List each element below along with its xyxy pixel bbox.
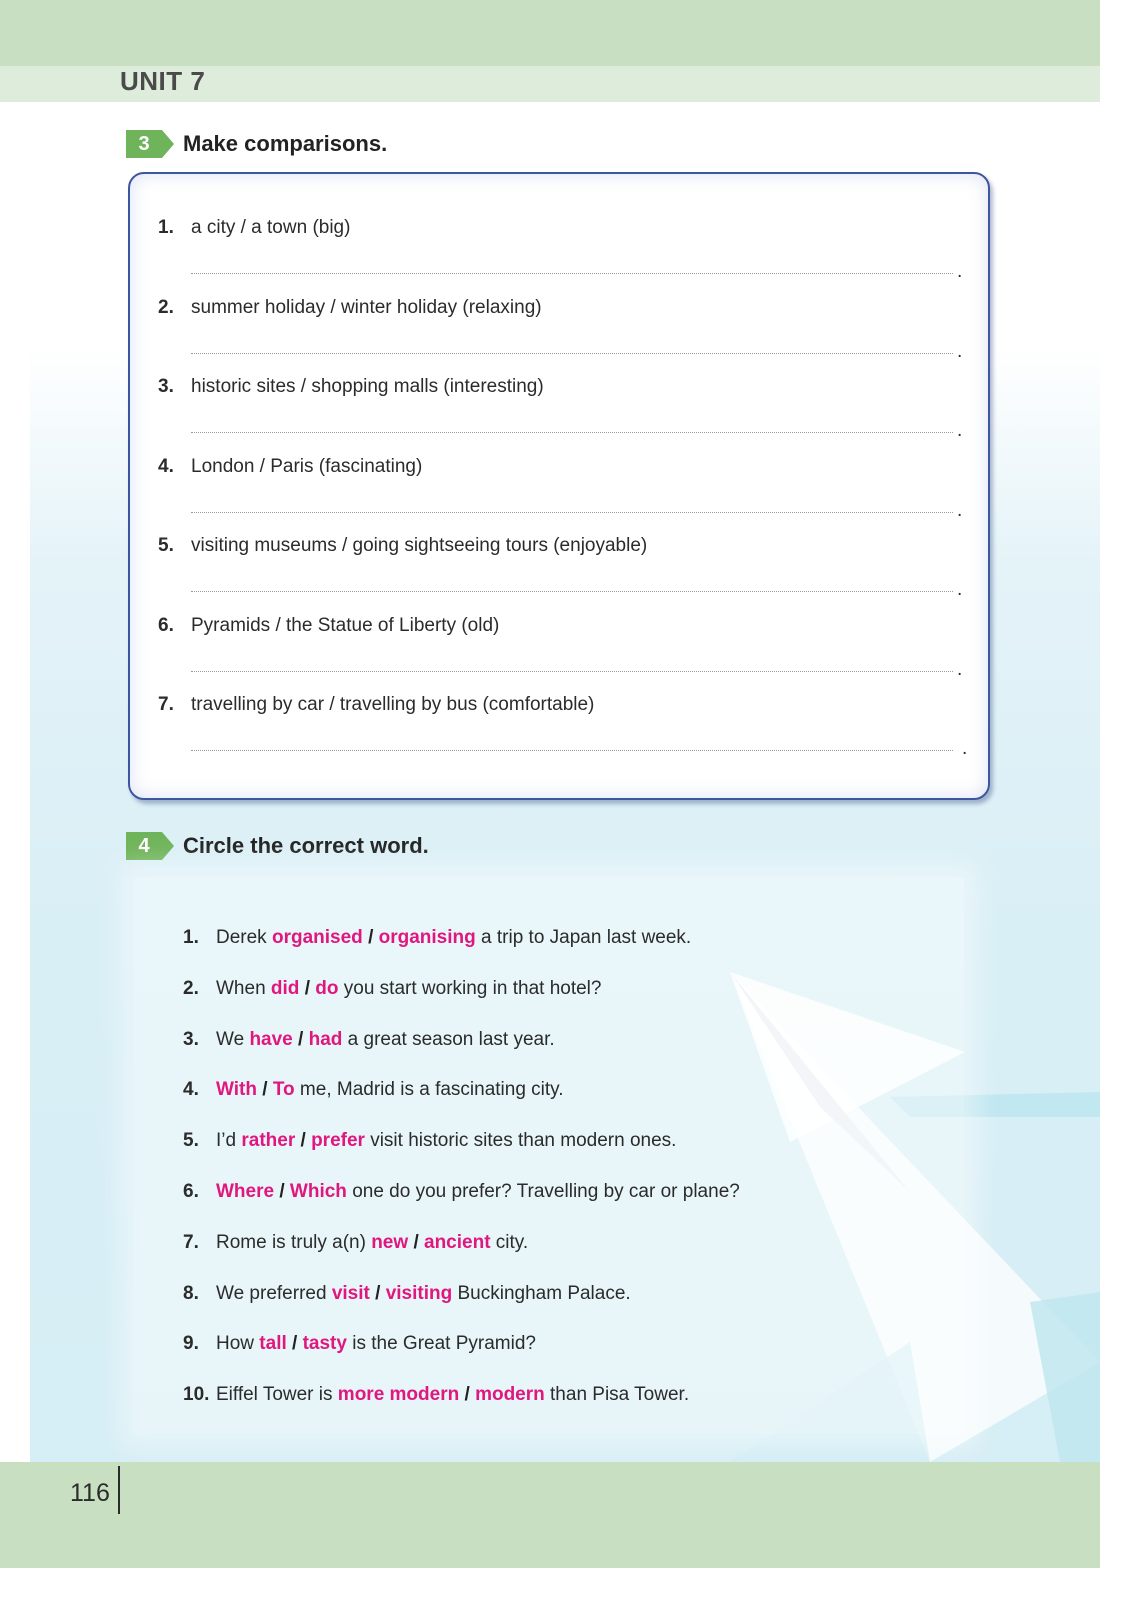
page-number-rule [118,1466,120,1514]
item-number: 10. [183,1384,210,1406]
sentence-start: We preferred [216,1282,332,1304]
option-1[interactable]: new [371,1231,409,1253]
option-2[interactable]: visiting [385,1282,453,1304]
sentence-end: city. [490,1231,529,1253]
exercise-number-badge: 3 [126,130,162,158]
item-number: 9. [183,1333,199,1355]
exercise-4-item [183,1381,689,1409]
exercise-3-item [158,692,594,718]
option-separator: / [279,1181,285,1202]
answer-line[interactable] [191,353,953,354]
item-number: 1. [158,217,174,238]
option-2[interactable]: tasty [302,1333,347,1355]
option-separator: / [368,927,374,948]
sentence-start: When [216,977,271,999]
exercise-4-item [183,1127,676,1155]
option-2[interactable]: ancient [424,1231,491,1253]
item-number: 4. [183,1079,199,1101]
exercise-4-item [183,1330,536,1358]
item-number: 3. [158,376,174,397]
sentence-start: I’d [216,1130,242,1152]
answer-line-period: . [962,738,968,759]
option-1[interactable]: organised [271,927,363,948]
exercise-4-item [183,924,691,952]
option-1[interactable]: more modern [337,1384,460,1406]
option-2[interactable]: To [272,1079,295,1101]
sentence-end: a great season last year. [342,1028,555,1050]
item-number: 6. [183,1181,199,1202]
page-number: 116 [70,1479,110,1507]
unit-title: UNIT 7 [120,66,206,96]
option-2[interactable]: do [315,977,339,999]
sentence-start: How [216,1333,260,1355]
item-number: 2. [183,977,199,999]
option-separator: / [375,1282,381,1304]
item-number: 4. [158,455,174,477]
option-separator: / [292,1333,298,1355]
item-number: 6. [158,614,174,636]
option-separator: / [413,1231,419,1253]
item-number: 5. [183,1130,199,1152]
sentence-end: me, Madrid is a fascinating city. [294,1079,564,1101]
option-1[interactable]: visit [331,1282,370,1304]
sentence-start: We [216,1028,250,1050]
item-prompt: a city / a town (big) [191,217,351,238]
item-number: 2. [158,296,174,318]
sentence-start: Eiffel Tower is [216,1384,338,1406]
item-number: 7. [158,694,174,715]
sentence-end: you start working in that hotel? [338,977,602,999]
exercise-4-header [126,831,429,861]
sentence-end: a trip to Japan last week. [475,927,692,948]
exercise-3-item [158,454,422,480]
option-2[interactable]: modern [475,1384,545,1406]
exercise-3-item [158,215,350,241]
option-1[interactable]: With [216,1079,257,1101]
answer-line[interactable] [191,671,953,672]
exercise-3-item [158,533,647,559]
item-prompt: summer holiday / winter holiday (relaxing) [191,296,542,318]
answer-line-period: . [957,261,963,282]
exercise-4-item [183,1229,528,1257]
answer-line[interactable] [191,591,953,592]
exercise-3-header [126,129,387,159]
answer-line[interactable] [191,750,953,751]
sentence-start: Rome is truly a(n) [216,1231,372,1253]
header-band [0,0,1100,66]
exercise-4-item [183,1280,631,1308]
sentence-start: Derek [216,927,272,948]
item-prompt: London / Paris (fascinating) [191,455,423,477]
exercise-3-item [158,295,542,321]
option-1[interactable]: have [249,1028,293,1050]
option-2[interactable]: organising [378,927,476,948]
item-prompt: travelling by car / travelling by bus (comfortable) [191,694,595,715]
exercise-4-item [183,975,601,1003]
option-2[interactable]: prefer [311,1130,365,1152]
item-number: 8. [183,1282,199,1304]
option-1[interactable]: tall [259,1333,287,1355]
exercise-4-item [183,1076,564,1104]
answer-line[interactable] [191,432,953,433]
footer-band [0,1462,1100,1568]
option-separator: / [304,977,310,999]
answer-line-period: . [957,579,963,600]
item-prompt: historic sites / shopping malls (interesting) [191,376,544,397]
option-separator: / [464,1384,470,1406]
exercise-3-item [158,613,499,639]
answer-line-period: . [957,499,963,521]
option-1[interactable]: did [270,977,300,999]
exercise-title: Make comparisons. [183,131,388,156]
item-prompt: Pyramids / the Statue of Liberty (old) [191,614,500,636]
answer-line-period: . [957,340,963,362]
sentence-end: is the Great Pyramid? [346,1333,536,1355]
item-prompt: visiting museums / going sightseeing tours (enjoyable) [191,535,648,556]
sentence-end: one do you prefer? Travelling by car or plane? [346,1181,740,1202]
option-1[interactable]: Where [216,1181,275,1202]
sentence-end: Buckingham Palace. [452,1282,631,1304]
item-number: 5. [158,535,174,556]
option-separator: / [298,1028,304,1050]
option-2[interactable]: Which [289,1181,347,1202]
sentence-end: visit historic sites than modern ones. [364,1130,677,1152]
exercise-4-item [183,1178,740,1206]
option-separator: / [262,1079,268,1101]
answer-line[interactable] [191,273,953,274]
sentence-end: than Pisa Tower. [544,1384,690,1406]
exercise-title: Circle the correct word. [183,833,429,858]
answer-line-period: . [957,658,963,680]
option-2[interactable]: had [308,1028,343,1050]
item-number: 3. [183,1028,199,1050]
exercise-3-item [158,374,544,400]
exercise-number-badge: 4 [126,832,162,860]
option-separator: / [300,1130,306,1152]
item-number: 1. [183,927,199,948]
answer-line-period: . [957,420,963,441]
option-1[interactable]: rather [241,1130,296,1152]
answer-line[interactable] [191,512,953,513]
exercise-4-item [183,1026,555,1054]
item-number: 7. [183,1231,199,1253]
